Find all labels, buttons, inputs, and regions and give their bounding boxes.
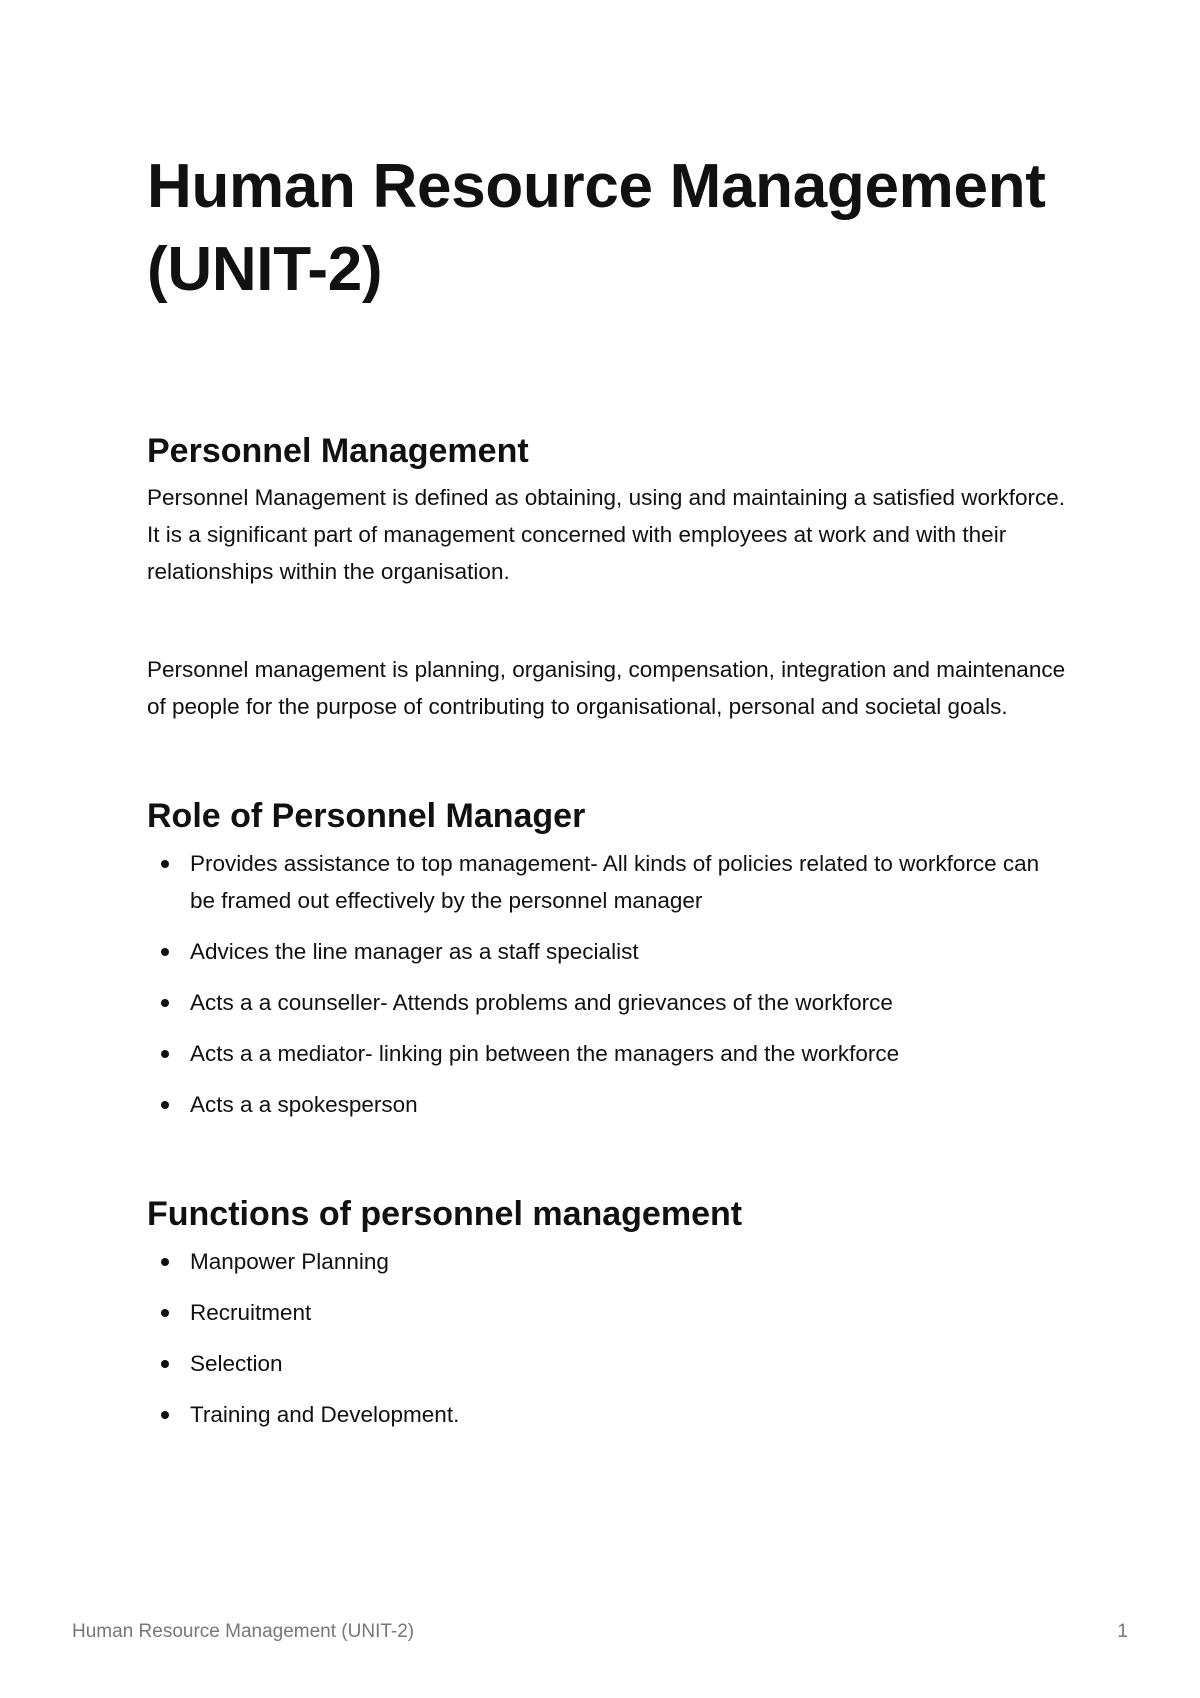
document-title-line-1: Human Resource Management	[147, 152, 1046, 221]
list-item-text: Selection	[190, 1351, 283, 1376]
document-page	[147, 145, 1067, 1447]
paragraph-personnel-planning: Personnel management is planning, organising, compensation, integration and maintenance of people for the purpose of contributing to organisational, personal and societal goals.	[147, 657, 1066, 719]
bullet-icon	[161, 1360, 169, 1368]
list-item	[147, 933, 1067, 970]
list-item	[147, 1396, 1067, 1433]
list-item-text: Manpower Planning	[190, 1249, 389, 1274]
list-item-text: Acts a a counseller- Attends problems and grievances of the workforce	[190, 990, 893, 1015]
document-title-line-2: (UNIT-2)	[147, 235, 383, 304]
role-list	[147, 845, 1067, 1123]
list-item	[147, 1086, 1067, 1123]
bullet-icon	[161, 948, 169, 956]
document-title	[147, 145, 1067, 311]
bullet-icon	[161, 1258, 169, 1266]
bullet-icon	[161, 1309, 169, 1317]
section-heading-personnel-management: Personnel Management	[147, 432, 529, 470]
list-item	[147, 1035, 1067, 1072]
list-item-text: Provides assistance to top management- All kinds of policies related to workforce can be framed out effectively by the personnel manager	[190, 851, 1040, 913]
paragraph-personnel-definition: Personnel Management is defined as obtaining, using and maintaining a satisfied workforce. It is a significant part of management concerned with employees at work and with their relationships within the organisation.	[147, 485, 1066, 584]
bullet-icon	[161, 1050, 169, 1058]
list-item-text: Acts a a spokesperson	[190, 1092, 418, 1117]
bullet-icon	[161, 860, 169, 868]
list-item-text: Training and Development.	[190, 1402, 460, 1427]
bullet-icon	[161, 1101, 169, 1109]
section-heading-functions-of-personnel-management: Functions of personnel management	[147, 1195, 743, 1233]
list-item-text: Recruitment	[190, 1300, 312, 1325]
list-item	[147, 984, 1067, 1021]
list-item	[147, 1294, 1067, 1331]
list-item-text: Advices the line manager as a staff specialist	[190, 939, 639, 964]
list-item	[147, 1243, 1067, 1280]
bullet-icon	[161, 999, 169, 1007]
list-item	[147, 845, 1067, 919]
functions-list	[147, 1243, 1067, 1433]
footer-page-number: 1	[1117, 1621, 1128, 1642]
list-item	[147, 1345, 1067, 1382]
bullet-icon	[161, 1411, 169, 1419]
section-heading-role-of-personnel-manager: Role of Personnel Manager	[147, 797, 586, 835]
list-item-text: Acts a a mediator- linking pin between the managers and the workforce	[190, 1041, 900, 1066]
footer-document-name: Human Resource Management (UNIT-2)	[72, 1621, 415, 1642]
